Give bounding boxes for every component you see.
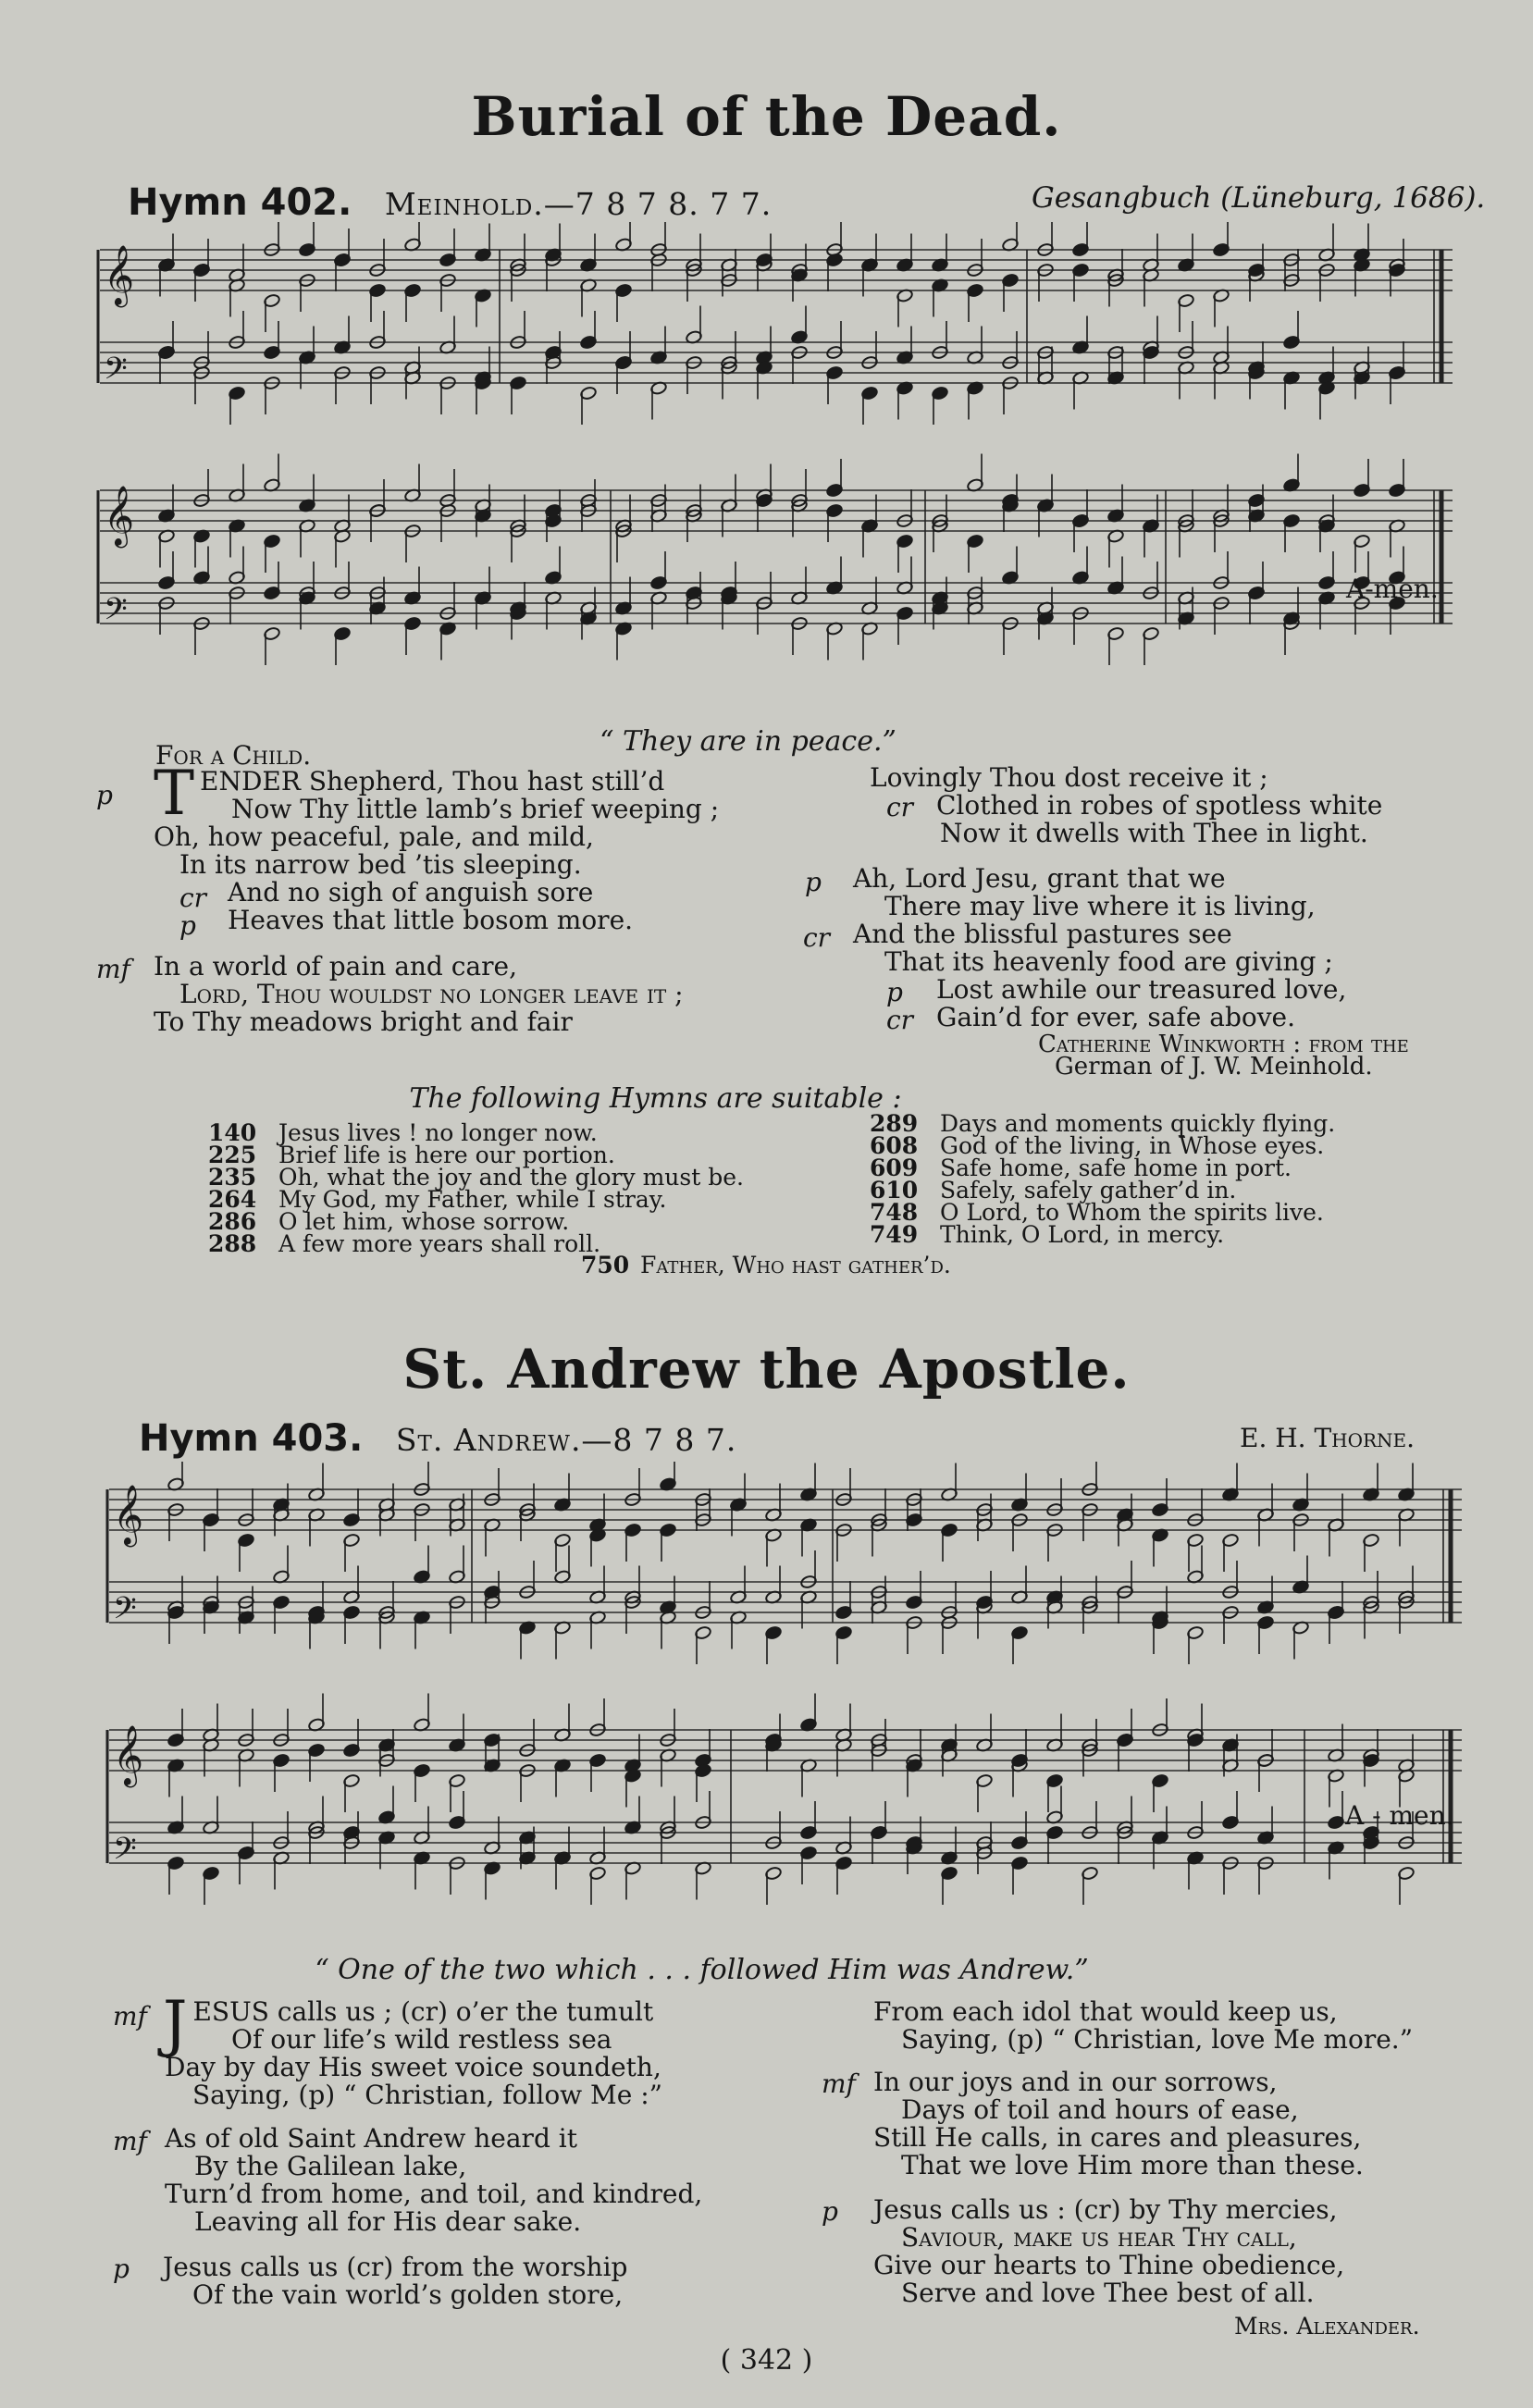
verse-line: That we love Him more than these. xyxy=(901,2150,1364,2180)
dynamic-mark: cr xyxy=(179,883,207,913)
verse-line: Heaves that little bosom more. xyxy=(228,905,634,935)
dynamic-mark: p xyxy=(96,780,113,810)
composer: E. H. Thorne. xyxy=(1240,1423,1416,1453)
amen-label: A-men. xyxy=(1346,574,1439,604)
amen-label: A - men. xyxy=(1345,1800,1454,1831)
verse-line: ENDER Shepherd, Thou hast still’d xyxy=(200,766,665,796)
verse-line: Give our hearts to Thine obedience, xyxy=(873,2250,1345,2280)
verse-line: Saying, (p) “ Christian, follow Me :” xyxy=(192,2080,662,2110)
verse-402-1 xyxy=(154,758,720,935)
occasion-label: For a Child. xyxy=(155,740,312,771)
verse-line: Day by day His sweet voice soundeth, xyxy=(165,2052,661,2082)
verse-403-1 xyxy=(163,1988,662,2110)
hymn-ref-number: 609 xyxy=(870,1155,919,1181)
verse-403-4 xyxy=(873,2068,1364,2180)
hymn-ref-number: 235 xyxy=(208,1164,257,1191)
verse-403-3-cont xyxy=(873,1998,1413,2054)
verse-line: In a world of pain and care, xyxy=(154,951,517,982)
verse-line: Of the vain world’s golden store, xyxy=(192,2279,624,2310)
verse-line: From each idol that would keep us, xyxy=(873,1996,1338,2027)
author-line: Catherine Winkworth : from the xyxy=(1038,1031,1409,1058)
hymn-ref-title: O Lord, to Whom the spirits live. xyxy=(940,1199,1324,1226)
verse-line: That its heavenly food are giving ; xyxy=(884,946,1333,977)
verse-line: In our joys and in our sorrows, xyxy=(873,2067,1278,2097)
author-line: German of J. W. Meinhold. xyxy=(1055,1053,1373,1081)
dynamic-mark: mf xyxy=(113,2001,147,2031)
bass-clef-icon: 𝄢 xyxy=(104,352,128,394)
suitable-hymns-left xyxy=(208,1119,744,1257)
hymn-number: Hymn 403. xyxy=(139,1417,364,1460)
dynamic-mark: cr xyxy=(803,922,831,953)
dynamic-mark: cr xyxy=(886,792,914,822)
hymn-header-402 xyxy=(128,181,772,224)
verse-402-2-cont xyxy=(870,764,1382,847)
verse-line: And the blissful pastures see xyxy=(853,919,1232,949)
hymn-ref-title: Days and moments quickly flying. xyxy=(940,1110,1336,1137)
dynamic-mark: p xyxy=(179,910,196,941)
verse-line: Jesus calls us (cr) from the worship xyxy=(163,2252,628,2282)
verse-line: Oh, how peaceful, pale, and mild, xyxy=(154,821,594,852)
verse-line: Now Thy little lamb’s brief weeping ; xyxy=(231,794,720,824)
verse-line: There may live where it is living, xyxy=(884,891,1316,921)
bass-clef-icon: 𝄢 xyxy=(113,1591,137,1634)
hymn-ref-title: A few more years shall roll. xyxy=(278,1230,601,1257)
verse-line: By the Galilean lake, xyxy=(194,2151,467,2181)
motto-403: “ One of the two which . . . followed Him was Andrew.” xyxy=(315,1954,1089,1986)
hymn-ref-title: Oh, what the joy and the glory must be. xyxy=(278,1164,744,1191)
verse-line: Saying, (p) “ Christian, love Me more.” xyxy=(901,2024,1414,2055)
hymn-number: Hymn 402. xyxy=(128,181,352,224)
verse-line: Now it dwells with Thee in light. xyxy=(940,818,1368,848)
verse-line: Still He calls, in cares and pleasures, xyxy=(873,2122,1362,2153)
hymn-ref-number: 748 xyxy=(870,1199,919,1226)
composer: Gesangbuch (Lüneburg, 1686). xyxy=(1032,181,1486,215)
hymn-ref-number: 289 xyxy=(870,1110,919,1137)
dynamic-mark: p xyxy=(822,2196,838,2227)
verse-402-3 xyxy=(853,865,1346,1031)
dynamic-mark: p xyxy=(805,867,822,897)
hymn-ref-number: 288 xyxy=(208,1230,257,1257)
suitable-hymns-right xyxy=(870,1110,1336,1248)
verse-line: Jesus calls us : (cr) by Thy mercies, xyxy=(873,2194,1338,2225)
section-title-st-andrew: St. Andrew the Apostle. xyxy=(402,1338,1131,1401)
drop-cap: T xyxy=(154,758,195,829)
verse-402-2 xyxy=(154,953,684,1036)
verse-line: ESUS calls us ; (cr) o’er the tumult xyxy=(192,1996,654,2027)
hymn-ref-number: 225 xyxy=(208,1142,257,1168)
hymn-ref-number: 286 xyxy=(208,1208,257,1235)
dynamic-mark: cr xyxy=(886,1005,914,1035)
verse-line: Saviour, make us hear Thy call, xyxy=(901,2222,1297,2253)
hymn-ref-number: 264 xyxy=(208,1186,257,1213)
verse-line: And no sigh of anguish sore xyxy=(228,877,594,908)
verse-line: In its narrow bed ’tis sleeping. xyxy=(179,849,582,880)
hymn-ref-number: 610 xyxy=(870,1177,919,1204)
hymn-ref-title: Safe home, safe home in port. xyxy=(940,1155,1292,1181)
verse-line: Lord, Thou wouldst no longer leave it ; xyxy=(179,979,684,1009)
bass-clef-icon: 𝄢 xyxy=(113,1832,137,1874)
verse-line: Leaving all for His dear sake. xyxy=(194,2206,582,2237)
verse-line: Of our life’s wild restless sea xyxy=(231,2024,612,2055)
verse-line: Gain’d for ever, safe above. xyxy=(936,1002,1296,1032)
hymn-ref-title: Brief life is here our portion. xyxy=(278,1142,615,1168)
music-score-hymn-402 xyxy=(93,222,1462,722)
treble-clef-icon: 𝄞 xyxy=(113,1725,144,1785)
tune-name: Meinhold.—7 8 7 8. 7 7. xyxy=(384,186,773,222)
section-title-burial: Burial of the Dead. xyxy=(471,85,1062,148)
tune-name: St. Andrew.—8 7 8 7. xyxy=(395,1422,737,1458)
page-number: ( 342 ) xyxy=(720,2344,813,2377)
hymn-ref-title: Father, Who hast gather’d. xyxy=(640,1252,951,1278)
verse-line: Serve and love Thee best of all. xyxy=(901,2278,1315,2308)
hymn-ref-number: 749 xyxy=(870,1221,919,1248)
hymn-ref-number: 140 xyxy=(208,1119,257,1146)
music-score-hymn-403 xyxy=(102,1462,1471,1943)
verse-line: As of old Saint Andrew heard it xyxy=(165,2123,577,2154)
verse-line: Days of toil and hours of ease, xyxy=(901,2094,1299,2125)
verse-line: Turn’d from home, and toil, and kindred, xyxy=(165,2179,703,2209)
dynamic-mark: p xyxy=(886,977,903,1007)
hymn-header-403 xyxy=(139,1417,736,1460)
verse-line: To Thy meadows bright and fair xyxy=(154,1006,573,1037)
author: Mrs. Alexander. xyxy=(1234,2313,1420,2340)
verse-line: Lovingly Thou dost receive it ; xyxy=(870,762,1268,793)
dynamic-mark: mf xyxy=(822,2068,856,2099)
suitable-hymn-last xyxy=(581,1254,951,1277)
hymn-ref-title: God of the living, in Whose eyes. xyxy=(940,1132,1325,1159)
dynamic-mark: mf xyxy=(96,954,130,984)
hymn-ref-number: 608 xyxy=(870,1132,919,1159)
verse-403-5 xyxy=(873,2196,1344,2307)
treble-clef-icon: 𝄞 xyxy=(104,245,135,305)
dynamic-mark: mf xyxy=(113,2126,147,2156)
drop-cap: J xyxy=(163,1988,188,2059)
verse-403-3 xyxy=(163,2254,627,2309)
motto-402: “ They are in peace.” xyxy=(600,725,896,758)
hymn-ref-number: 750 xyxy=(581,1252,630,1278)
suitable-hymn-item xyxy=(870,1221,1335,1248)
bass-clef-icon: 𝄢 xyxy=(104,592,128,635)
hymn-ref-title: Safely, safely gather’d in. xyxy=(940,1177,1237,1204)
treble-clef-icon: 𝄞 xyxy=(104,486,135,546)
hymn-ref-title: O let him, whose sorrow. xyxy=(278,1208,570,1235)
verse-line: Ah, Lord Jesu, grant that we xyxy=(853,863,1226,894)
hymn-ref-title: Think, O Lord, in mercy. xyxy=(940,1221,1225,1248)
dynamic-mark: p xyxy=(113,2254,130,2284)
hymn-ref-title: Jesus lives ! no longer now. xyxy=(278,1119,598,1146)
verse-line: Clothed in robes of spotless white xyxy=(936,790,1383,821)
suitable-hymns-title: The following Hymns are suitable : xyxy=(409,1082,902,1115)
verse-line: Lost awhile our treasured love, xyxy=(936,974,1347,1005)
treble-clef-icon: 𝄞 xyxy=(113,1485,144,1545)
verse-403-2 xyxy=(165,2125,702,2236)
hymn-ref-title: My God, my Father, while I stray. xyxy=(278,1186,667,1213)
